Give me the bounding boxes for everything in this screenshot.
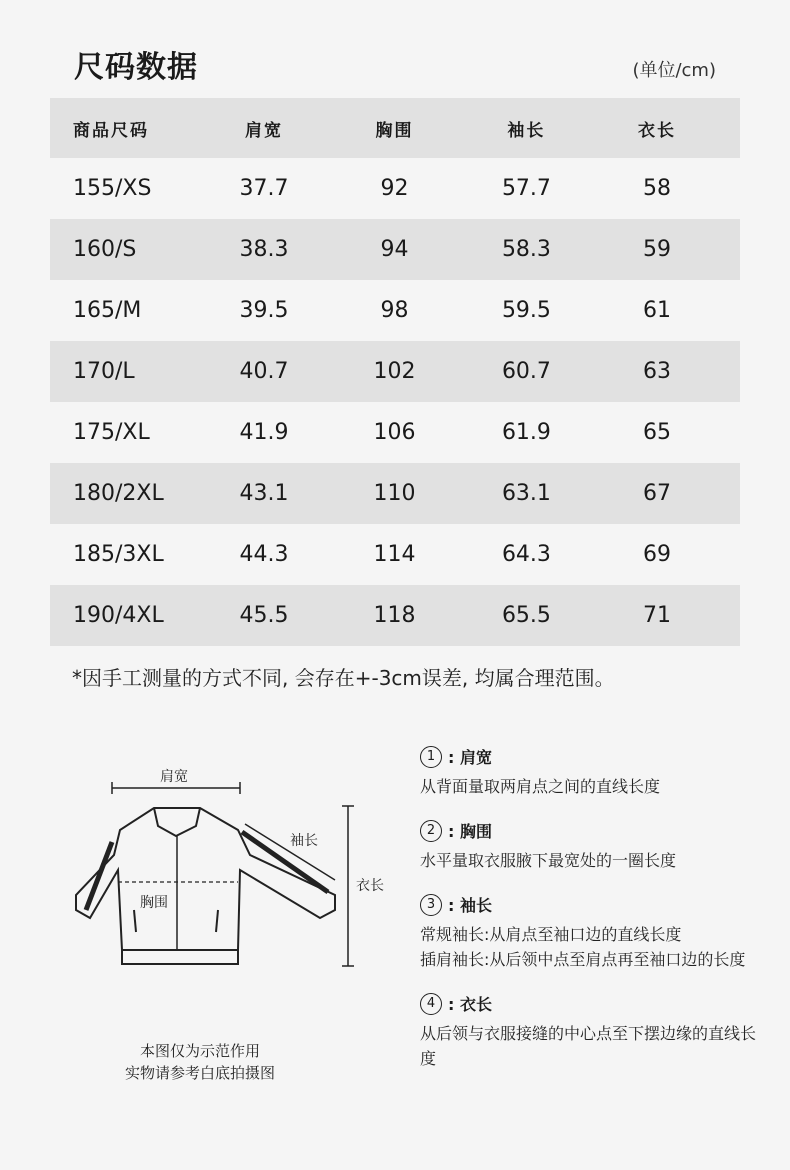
table-cell: 58 [642,176,671,201]
table-cell: 43.1 [239,481,289,506]
column-header: 肩宽 [244,120,283,141]
table-cell: 118 [373,603,416,628]
definition-text: 从后领与衣服接缝的中心点至下摆边缘的直线长度 [420,1024,757,1068]
table-header [50,98,740,158]
table-cell: 67 [642,481,671,506]
circled-number: 3 [420,894,442,916]
table-row [50,158,740,219]
jacket-illustration [50,760,390,990]
length-label: 衣长 [356,878,384,894]
table-cell: 155/XS [73,176,152,201]
table-row [50,219,740,280]
table-cell: 160/S [73,237,137,262]
definition-sleeve [420,893,760,972]
table-cell: 63.1 [501,481,551,506]
table-cell: 190/4XL [73,603,164,628]
definition-sublabel: 常规袖长: [420,925,490,944]
measurement-note: *因手工测量的方式不同, 会存在+-3cm误差, 均属合理范围。 [72,666,615,690]
table-cell: 65 [642,420,671,445]
table-cell: 180/2XL [73,481,164,506]
table-cell: 114 [373,542,416,567]
definition-text: 水平量取衣服腋下最宽处的一圈长度 [420,851,677,870]
page-title: 尺码数据 [74,50,198,85]
definition-title: : 肩宽 [448,748,492,767]
definition-sublabel: 插肩袖长: [420,950,490,969]
unit-label: (单位/cm) [632,60,716,81]
definition-length [420,992,760,1071]
table-cell: 57.7 [501,176,551,201]
table-cell: 59 [642,237,671,262]
definition-text: 从背面量取两肩点之间的直线长度 [420,777,661,796]
table-cell: 60.7 [501,359,551,384]
column-header: 胸围 [375,120,414,141]
table-cell: 41.9 [239,420,289,445]
table-cell: 61 [642,298,671,323]
table-row [50,341,740,402]
table-row [50,463,740,524]
table-cell: 40.7 [239,359,289,384]
table-cell: 71 [642,603,671,628]
shoulder-label: 肩宽 [160,769,188,785]
table-cell: 170/L [73,359,135,384]
table-cell: 65.5 [501,603,551,628]
definition-text: 从后领中点至肩点再至袖口边的长度 [489,950,746,969]
table-cell: 106 [373,420,416,445]
table-cell: 110 [373,481,416,506]
table-row [50,280,740,341]
table-cell: 59.5 [501,298,551,323]
definition-title: : 衣长 [448,995,492,1014]
table-cell: 39.5 [239,298,289,323]
table-cell: 63 [642,359,671,384]
definition-title: : 袖长 [448,896,492,915]
table-cell: 94 [380,237,409,262]
table-cell: 69 [642,542,671,567]
measurement-definitions [420,745,760,1091]
definition-text: 从肩点至袖口边的直线长度 [489,925,682,944]
column-header: 商品尺码 [73,120,149,141]
circled-number: 1 [420,746,442,768]
circled-number: 2 [420,820,442,842]
column-header: 袖长 [507,120,546,141]
table-cell: 165/M [73,298,142,323]
table-row [50,524,740,585]
table-row [50,585,740,646]
sleeve-label: 袖长 [290,833,318,849]
table-cell: 102 [373,359,416,384]
table-cell: 98 [380,298,409,323]
caption-line: 本图仅为示范作用 [139,1042,260,1060]
table-cell: 37.7 [239,176,289,201]
table-cell: 61.9 [501,420,551,445]
table-cell: 58.3 [501,237,551,262]
definition-chest [420,819,760,873]
table-cell: 45.5 [239,603,289,628]
table-cell: 185/3XL [73,542,164,567]
table-cell: 44.3 [239,542,289,567]
table-row [50,402,740,463]
circled-number: 4 [420,993,442,1015]
size-table [50,98,740,646]
table-cell: 64.3 [501,542,551,567]
column-header: 衣长 [637,120,676,141]
caption-line: 实物请参考白底拍摄图 [124,1064,275,1082]
jacket-diagram [50,760,390,990]
table-cell: 92 [380,176,409,201]
table-cell: 175/XL [73,420,150,445]
definition-title: : 胸围 [448,822,492,841]
definition-shoulder [420,745,760,799]
chest-label: 胸围 [140,895,168,911]
diagram-caption [80,1040,320,1084]
table-cell: 38.3 [239,237,289,262]
